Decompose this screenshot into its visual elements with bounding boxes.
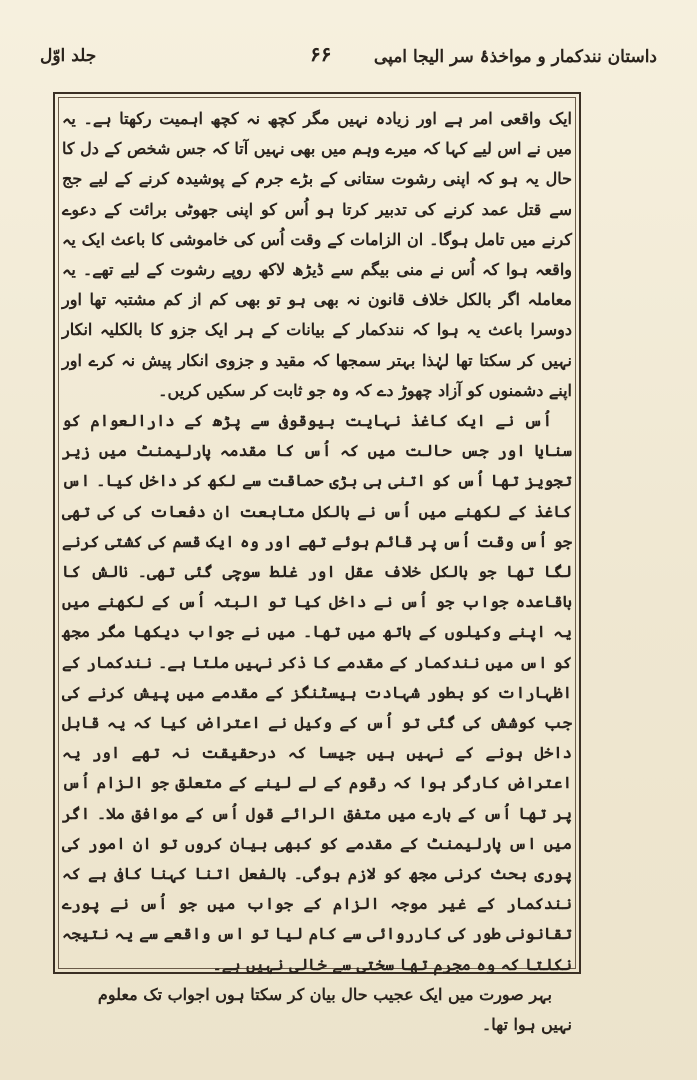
page-number: ۶۶ — [310, 42, 332, 66]
volume-label: جلد اوّل — [40, 46, 97, 66]
running-header — [40, 40, 657, 80]
running-title: داستان نندکمار و مواخذۂ سر الیجا امپی — [373, 47, 657, 67]
body-text — [62, 104, 572, 1040]
paragraph: بہر صورت میں ایک عجیب حال بیان کر سکتا ہوں اجواب تک معلوم نہیں ہوا تھا۔ — [97, 984, 572, 1035]
paragraph: ایک واقعی امر ہے اور زیادہ نہیں مگر کچھ نہ کچھ اہمیت رکھتا ہے۔ یہ میں نے اس لیے کہا کہ میرے وہم میں بھی نہیں آتا کہ جس شخص کے دل کا حال یہ ہو کہ اپنی رشوت ستانی کے بڑے جرم کے پوشیدہ کرنے کے لیے جج سے قتل عمد کرنے کی تدبیر کرتا ہو اُس کو اپنی جھوٹی برائت کے دعوے کرنے میں تامل ہوگا۔ ان الزامات کے وقت اُس کی خاموشی کا باعث ایک یہ واقعہ ہوا کہ اُس نے منی بیگم سے ڈیڑھ لاکھ روپے رشوت کے لیے تھے۔ یہ معاملہ اگر بالکل خلاف قانون نہ بھی ہو تو بھی کم از کم مشتبہ تھا اور دوسرا باعث یہ ہوا کہ نندکمار کے بیانات کے ہر ایک جزو کا بالکلیہ انکار نہیں کر سکتا تھا لہٰذا بہتر سمجھا کہ مقید و جزوی انکار پیش نہ کرے اور اپنے دشمنوں کو آزاد چھوڑ دے کہ وہ جو ثابت کر سکیں کریں۔ — [62, 109, 573, 400]
paragraph: اُس نے ایک کاغذ نہایت بیوقوفی سے پڑھ کے دارالعوام کو سنایا اور جس حالت میں کہ اُس کا مقدمہ پارلیمنٹ میں زیر تجویز تھا اُس کو اتنی ہی بڑی حماقت سے لکھ کر داخل کیا۔ اس کاغذ کے لکھنے میں اُس نے بالکل متابعت ان دفعات کی کی تھی جو اُس وقت اُس پر قائم ہوئے تھے اور وہ ایک قسم کی کشتی کرنے لگا تھا جو بالکل خلاف عقل اور غلط سوچی گئی تھی۔ نالش کا باقاعدہ جواب جو اُس نے داخل کیا تو البتہ اُس کے لکھنے میں یہ اپنے وکیلوں کے ہاتھ میں تھا۔ میں نے جواب دیکھا مگر مجھ کو اس میں نندکمار کے مقدمے کا ذکر نہیں ملتا ہے۔ نندکمار کے اظہارات کو بطور شہادت ہیسٹنگز کے مقدمے میں پیش کرنے کی جب کوشش کی گئی تو اُس کے وکیل نے اعتراض کیا کہ یہ قابل داخل ہونے کے نہیں ہیں جیسا کہ درحقیقت نہ تھے اور یہ اعتراض کارگر ہوا کہ رقوم کے لے لینے کے متعلق جو الزام اُس پر تھا اُس کے بارے میں متفق الرائے قول اُس کے موافق ملا۔ اگر میں اس پارلیمنٹ کے مقدمے کو کبھی بیان کروں تو ان امور کی پوری بحث کرنی مجھ کو لازم ہوگی۔ بالفعل اتنا کہنا کافی ہے کہ نندکمار کے غیر موجہ الزام کے جواب میں جو اُس نے پورے تقانونی طور کی کارروائی سے کام لیا تو اس واقعے سے یہ نتیجہ نکلتا کہ وہ مجرم تھا سختی سے خالی نہیں ہے۔ — [62, 411, 572, 974]
